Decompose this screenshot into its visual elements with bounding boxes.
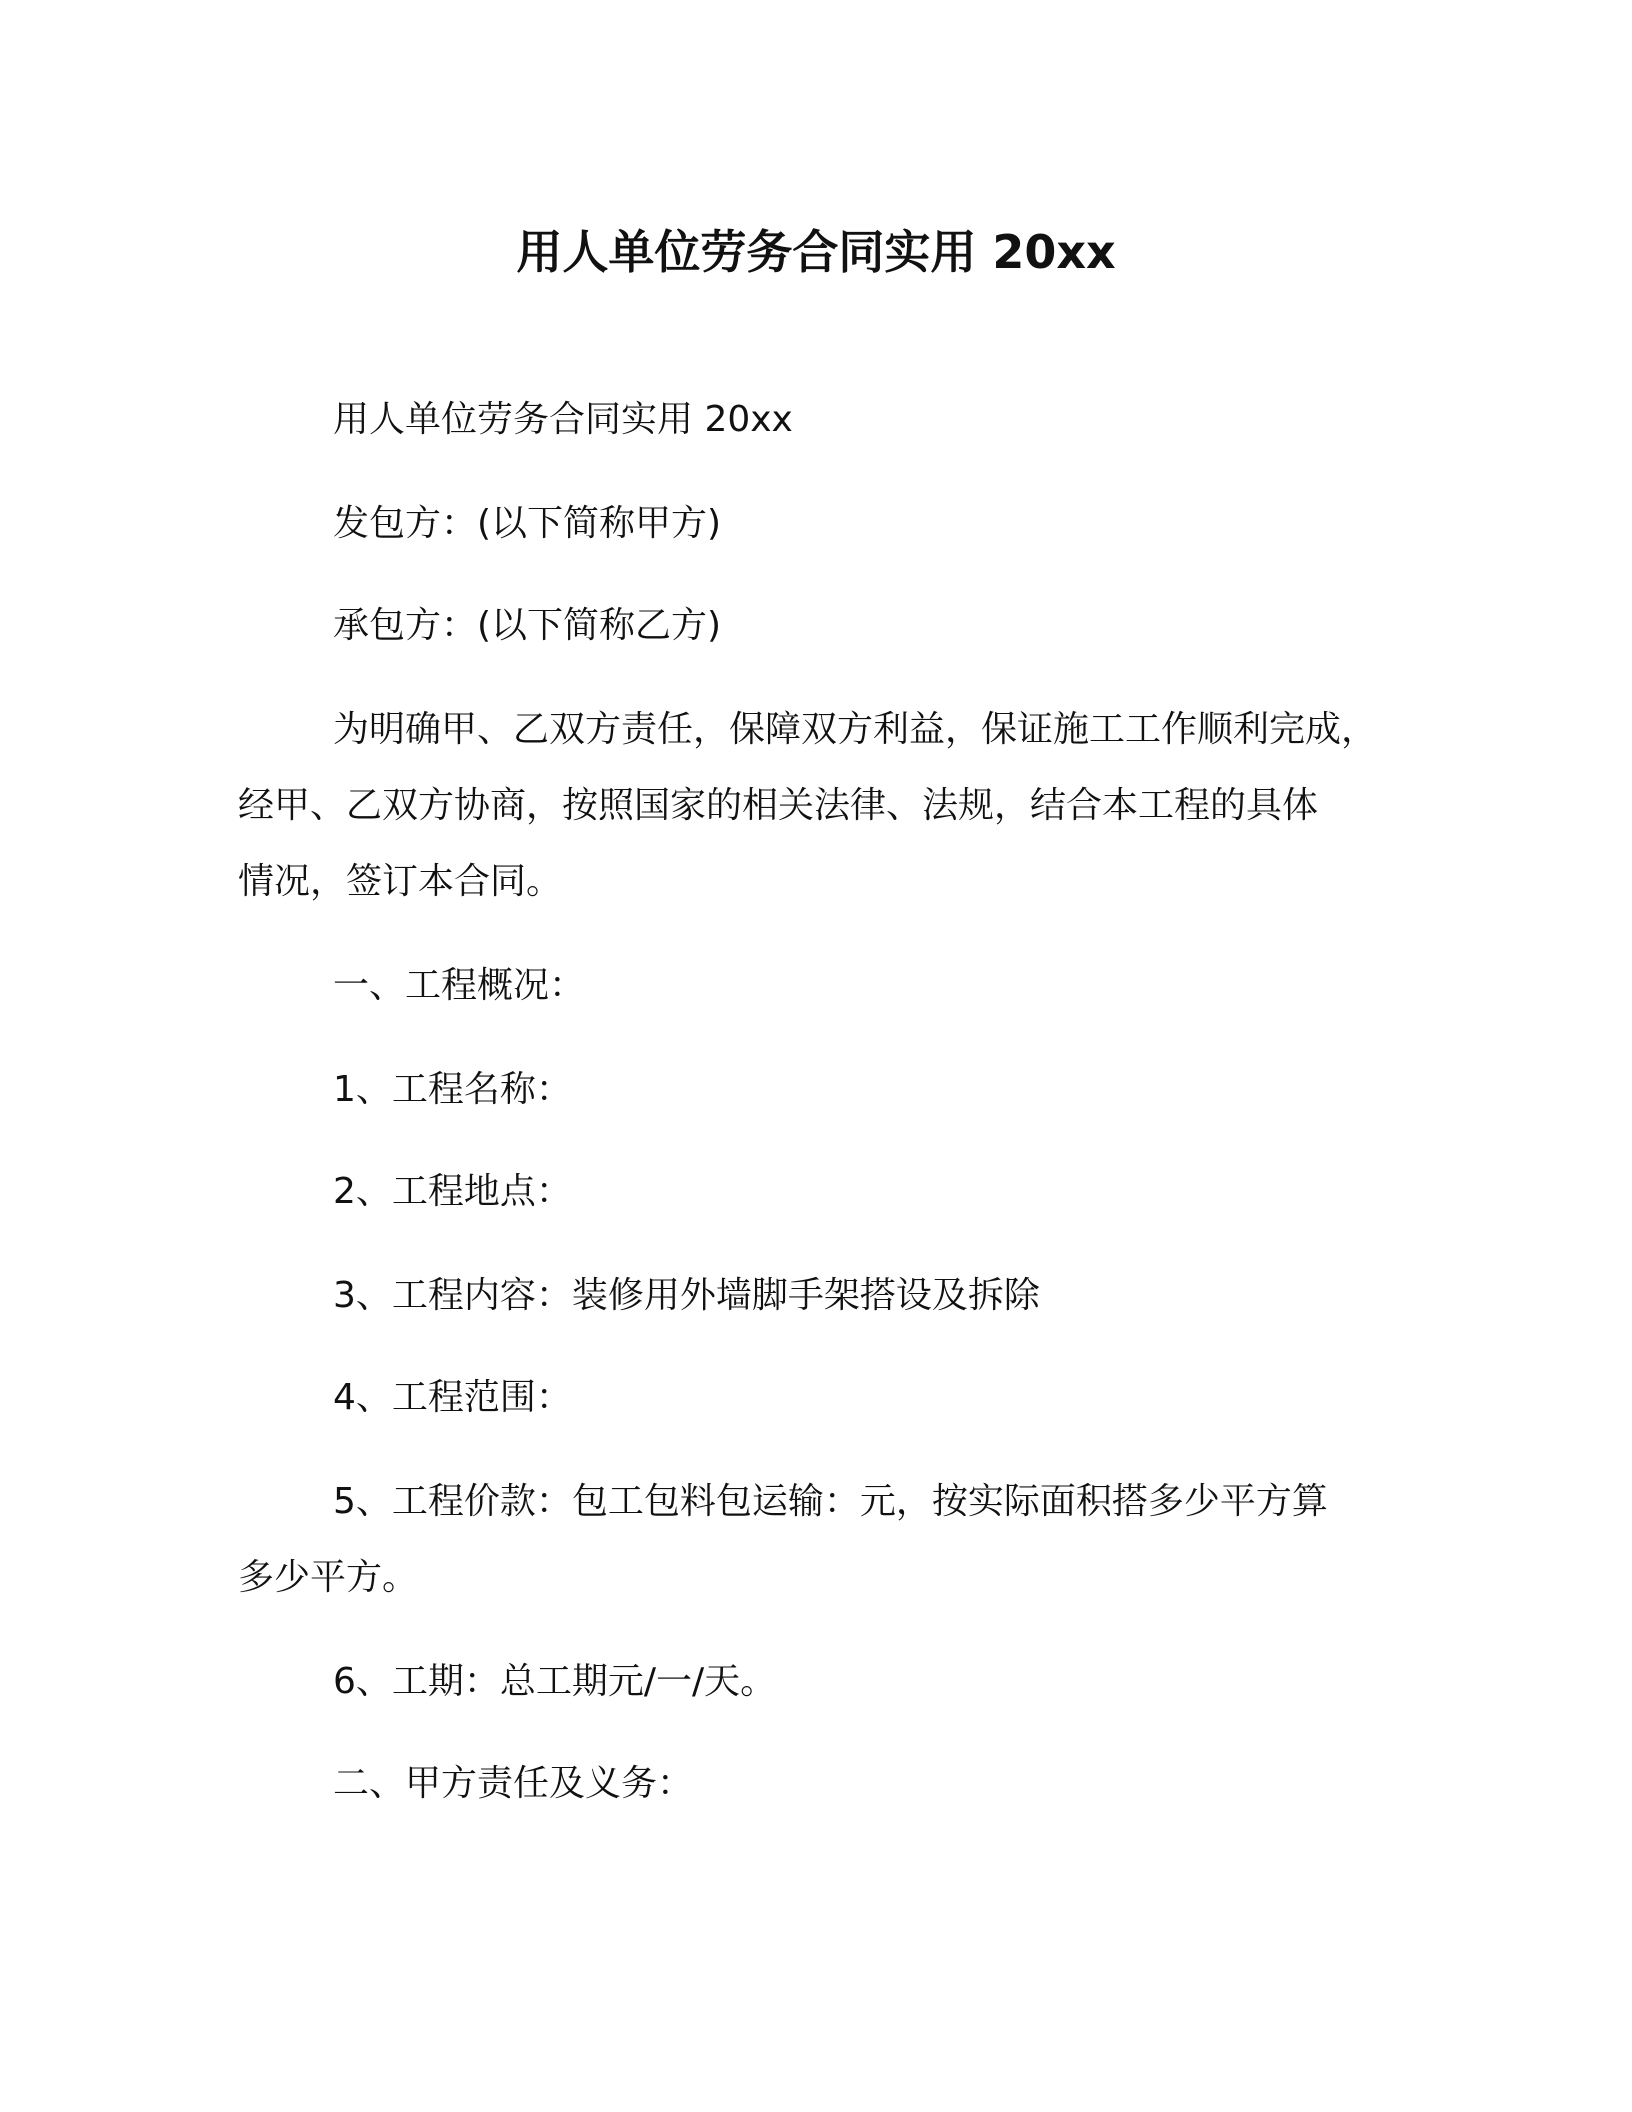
preamble-line-1: 为明确甲、乙双方责任，保障双方利益，保证施工工作顺利完成， [333, 709, 1378, 750]
preamble-line-3: 情况，签订本合同。 [238, 861, 563, 902]
section-1-heading: 一、工程概况： [333, 965, 586, 1006]
item-project-location: 2、工程地点： [333, 1171, 572, 1212]
section-2-heading: 二、甲方责任及义务： [333, 1763, 694, 1804]
item-project-price-line-1: 5、工程价款：包工包料包运输：元，按实际面积搭多少平方算 [333, 1481, 1328, 1522]
item-project-scope: 4、工程范围： [333, 1377, 572, 1418]
item-project-content: 3、工程内容：装修用外墙脚手架搭设及拆除 [333, 1275, 1040, 1316]
party-b-line: 承包方：(以下简称乙方) [333, 605, 722, 646]
item-project-duration: 6、工期：总工期元/一/天。 [333, 1661, 777, 1702]
preamble-line-2: 经甲、乙双方协商，按照国家的相关法律、法规，结合本工程的具体 [238, 785, 1319, 826]
subtitle-line: 用人单位劳务合同实用 20xx [333, 399, 793, 440]
document-title: 用人单位劳务合同实用 20xx [516, 225, 1116, 279]
party-a-line: 发包方：(以下简称甲方) [333, 503, 722, 544]
item-project-name: 1、工程名称： [333, 1069, 572, 1110]
item-project-price-line-2: 多少平方。 [238, 1557, 419, 1598]
